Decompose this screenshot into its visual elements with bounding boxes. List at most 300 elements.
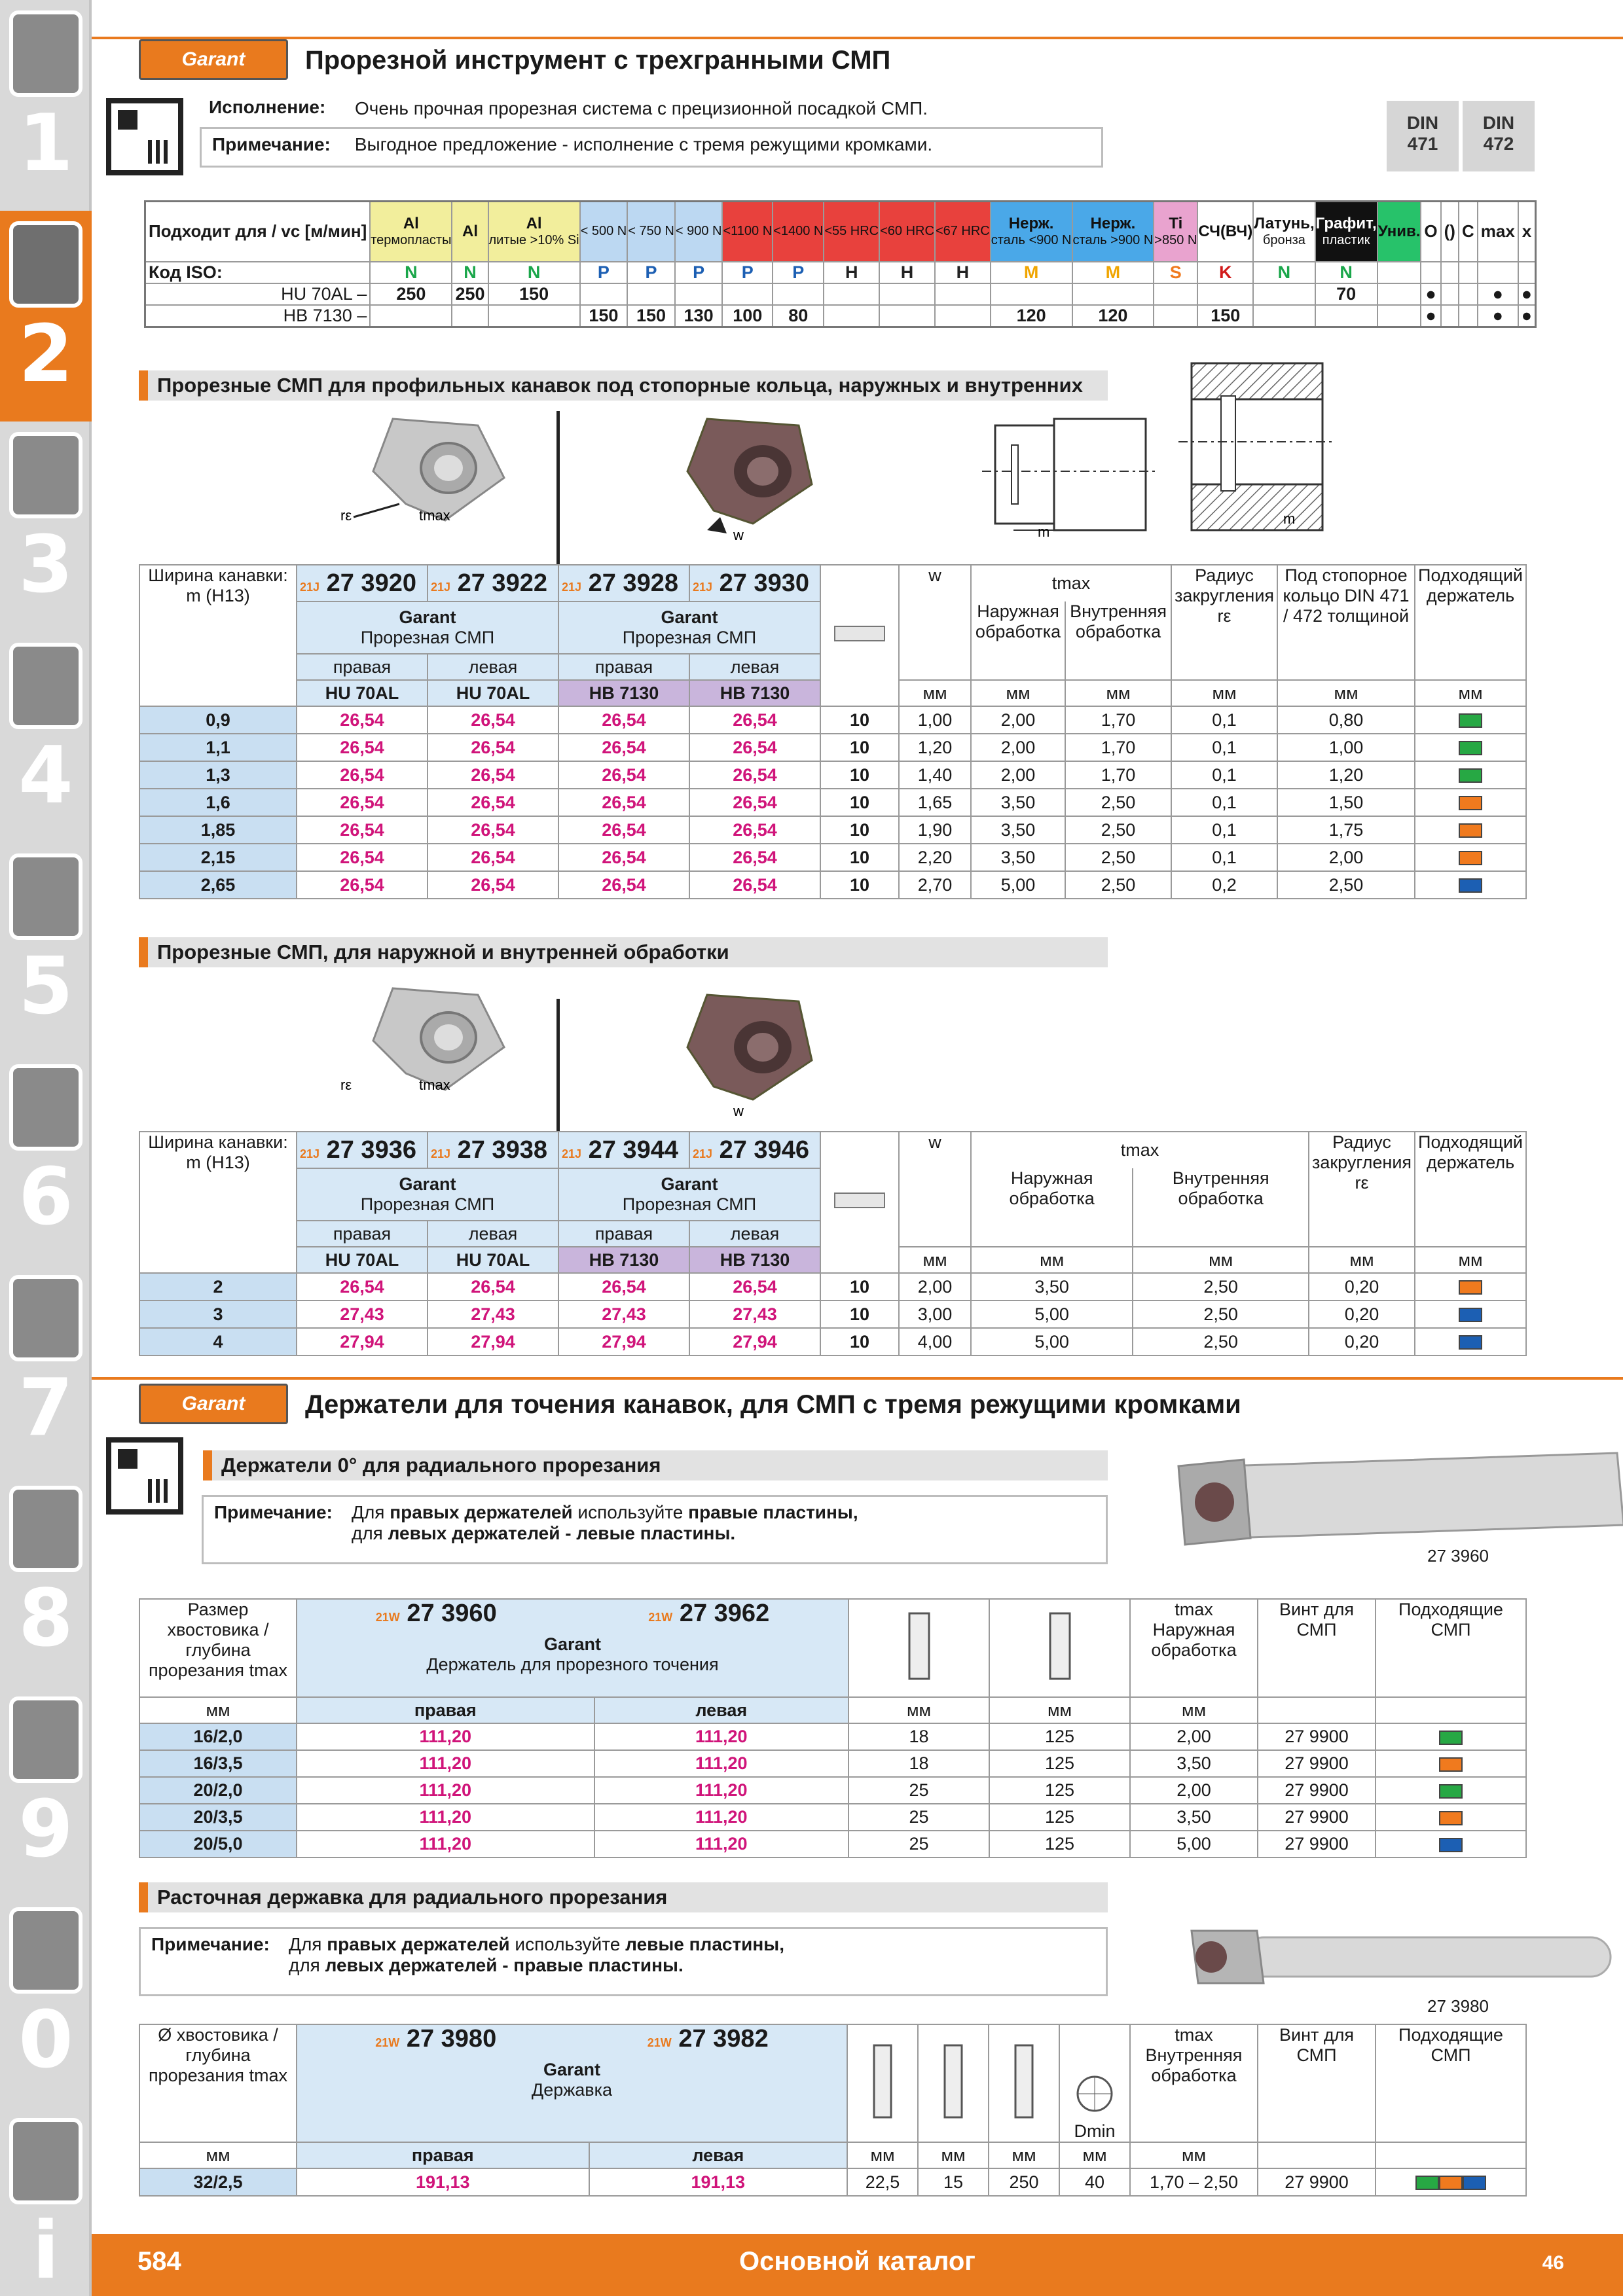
iso-label: Код ISO: <box>145 262 371 283</box>
vc-value <box>879 283 935 305</box>
chapter-tab-0[interactable] <box>0 1897 92 2108</box>
table-cell: 0,20 <box>1309 1273 1415 1300</box>
table-cell: 2,50 <box>1277 871 1415 899</box>
chapter-number: 2 <box>18 309 73 400</box>
price-cell[interactable]: 26,54 <box>558 734 689 761</box>
text: 27 3944 <box>588 1136 678 1164</box>
price-cell[interactable]: 26,54 <box>558 871 689 899</box>
din-472-badge <box>1463 101 1535 171</box>
table-cell: мм <box>848 1697 989 1723</box>
price-cell[interactable]: 26,54 <box>558 761 689 789</box>
chapter-tab-1[interactable] <box>0 0 92 211</box>
holder-image <box>1165 1440 1623 1551</box>
material-col <box>675 202 723 262</box>
insert-left-image <box>615 406 851 543</box>
table-cell[interactable]: 111,20 <box>297 1750 594 1777</box>
price-cell[interactable]: 26,54 <box>428 706 558 734</box>
text: 27 3980 <box>406 2025 497 2053</box>
table-row <box>139 1804 1526 1831</box>
text: 27 3946 <box>719 1136 809 1164</box>
price-cell[interactable]: 27,43 <box>558 1300 689 1328</box>
price-cell[interactable]: 26,54 <box>689 844 820 871</box>
table-cell[interactable]: 191,13 <box>297 2168 589 2196</box>
table-row <box>139 871 1526 899</box>
table-cell: 1,90 <box>899 816 971 844</box>
table-cell: 27 9900 <box>1258 1750 1376 1777</box>
table-cell <box>297 601 558 654</box>
vc-value: 70 <box>1315 283 1377 305</box>
vc-value <box>879 305 935 327</box>
price-cell[interactable]: 26,54 <box>689 789 820 816</box>
vc-label: Подходит для / vc [м/мин] <box>145 202 371 262</box>
table-cell: 2,00 <box>971 734 1065 761</box>
cond-icon: O <box>1421 202 1440 262</box>
qr-code-icon[interactable] <box>106 98 183 175</box>
table-cell: 25 <box>848 1777 989 1804</box>
text: правые пластины, <box>688 1502 858 1522</box>
holder-color-swatch <box>1459 796 1482 810</box>
text: 27 3930 <box>719 569 809 597</box>
cond-icon: max <box>1478 202 1518 262</box>
text: Графит, <box>1315 215 1377 233</box>
table-cell[interactable]: 111,20 <box>594 1777 849 1804</box>
table-cell: правая <box>297 1697 594 1723</box>
vc-value <box>1154 283 1197 305</box>
table-cell: 0,1 <box>1171 706 1277 734</box>
table-cell: 2,50 <box>1065 816 1171 844</box>
table-cell <box>1376 1804 1526 1831</box>
holder-color-swatch <box>1415 2176 1439 2190</box>
table-cell: 18 <box>848 1750 989 1777</box>
table-cell <box>1518 262 1536 283</box>
table-cell: правая <box>297 1221 428 1247</box>
garant-logo: Garant <box>139 39 288 80</box>
table-cell: мм <box>847 2142 918 2168</box>
chapter-tab-8[interactable] <box>0 1475 92 1686</box>
table-cell: мм <box>139 2142 297 2168</box>
price-cell[interactable]: 26,54 <box>689 706 820 734</box>
table-cell: Подходящие СМП <box>1376 1599 1526 1697</box>
holder-color-swatch <box>1439 1731 1463 1745</box>
chapter-icon <box>9 10 82 97</box>
table-cell[interactable]: 111,20 <box>297 1804 594 1831</box>
note-box-3 <box>139 1927 1108 1996</box>
price-cell[interactable]: 26,54 <box>297 816 428 844</box>
table-cell <box>918 2024 989 2142</box>
holder-color-swatch <box>1463 2176 1486 2190</box>
price-cell[interactable]: 27,94 <box>689 1328 820 1355</box>
text: Для <box>289 1934 327 1954</box>
text: <60 HRC <box>880 224 934 239</box>
vc-value: 100 <box>722 305 773 327</box>
table-cell: мм <box>1133 1247 1309 1273</box>
chapter-number: 1 <box>18 98 73 189</box>
text: < 900 N <box>675 224 722 239</box>
chapter-sidebar <box>0 0 92 2296</box>
vc-value <box>627 283 675 305</box>
vc-value <box>722 283 773 305</box>
vc-value: 150 <box>627 305 675 327</box>
text: Нерж. <box>1008 215 1054 233</box>
table-cell[interactable]: 111,20 <box>297 1831 594 1857</box>
garant-logo-2: Garant <box>139 1384 288 1424</box>
table-cell <box>1376 2168 1526 2196</box>
text: DIN <box>1482 113 1515 133</box>
price-cell[interactable]: 27,43 <box>428 1300 558 1328</box>
table-row <box>139 565 1526 601</box>
table-row <box>139 1132 1526 1168</box>
table-cell: 18 <box>848 1723 989 1750</box>
table-cell[interactable]: 111,20 <box>297 1777 594 1804</box>
price-cell[interactable]: 26,54 <box>558 816 689 844</box>
price-cell[interactable]: 27,43 <box>689 1300 820 1328</box>
chapter-tab-9[interactable] <box>0 1686 92 1897</box>
table-cell: 1,00 <box>1277 734 1415 761</box>
table-cell: 0,1 <box>1171 761 1277 789</box>
table-cell: 3,50 <box>971 1273 1133 1300</box>
text: 21J <box>693 1147 713 1160</box>
table-cell: 1,1 <box>139 734 297 761</box>
table-cell: 0,1 <box>1171 789 1277 816</box>
order-code <box>297 1132 428 1168</box>
text: 27 3928 <box>588 569 678 597</box>
text: Прорезная СМП <box>360 1194 495 1214</box>
tmax-label: tmax <box>419 507 450 524</box>
table-cell: Размер хвостовика / глубина прорезания tmax <box>139 1599 297 1697</box>
vc-value: 250 <box>370 283 452 305</box>
table-cell <box>989 2024 1059 2142</box>
text: 21J <box>300 1147 320 1160</box>
table-row <box>139 1831 1526 1857</box>
order-code <box>428 1132 558 1168</box>
table-cell: HU 70AL <box>297 680 428 706</box>
price-cell[interactable]: 26,54 <box>297 1273 428 1300</box>
table-row <box>139 761 1526 789</box>
holder-color-swatch <box>1459 1308 1482 1322</box>
text: 27 3936 <box>326 1136 416 1164</box>
table-cell: мм <box>971 1247 1133 1273</box>
table-cell: 10 <box>820 761 899 789</box>
chapter-tab-5[interactable] <box>0 843 92 1054</box>
text: Латунь, <box>1254 215 1315 233</box>
width-header: Ширина канавки: m (H13) <box>139 565 297 706</box>
text: Унив. <box>1377 222 1421 240</box>
table-cell <box>1459 262 1478 283</box>
table-cell <box>1376 1723 1526 1750</box>
chapter-tab-2[interactable] <box>0 211 92 422</box>
table-cell <box>1415 1300 1526 1328</box>
iso-code: N <box>1315 262 1377 283</box>
chapter-tab-6[interactable] <box>0 1054 92 1265</box>
table-cell: правая <box>558 654 689 680</box>
price-cell[interactable]: 26,54 <box>428 734 558 761</box>
table-cell: 0,1 <box>1171 816 1277 844</box>
text: термопласты <box>371 233 452 248</box>
exec-label: Исполнение: <box>209 97 326 117</box>
table-cell: 2,70 <box>899 871 971 899</box>
table-cell: мм <box>971 680 1065 706</box>
chapter-number: 8 <box>18 1573 73 1664</box>
text: СЧ(ВЧ) <box>1198 222 1253 240</box>
insert-table-2 <box>139 1131 1527 1356</box>
material-col <box>991 202 1072 262</box>
table-cell: HB 7130 <box>558 1247 689 1273</box>
vc-value: 150 <box>488 283 580 305</box>
chapter-icon <box>9 643 82 729</box>
iso-code: M <box>1072 262 1154 283</box>
table-cell: 2,00 <box>1130 1723 1258 1750</box>
table-row <box>139 1697 1526 1723</box>
table-cell: Винт для СМП <box>1258 1599 1376 1697</box>
table-cell: 1,20 <box>1277 761 1415 789</box>
table-cell <box>1415 871 1526 899</box>
price-cell[interactable]: 26,54 <box>428 761 558 789</box>
table-row <box>139 1723 1526 1750</box>
price-cell[interactable]: 26,54 <box>428 871 558 899</box>
price-cell[interactable]: 26,54 <box>297 844 428 871</box>
table-cell: 2,50 <box>1133 1328 1309 1355</box>
price-cell[interactable]: 26,54 <box>297 871 428 899</box>
table-cell: 10 <box>820 734 899 761</box>
text: правых держателей <box>327 1934 510 1954</box>
table-cell: 2,50 <box>1065 871 1171 899</box>
table-cell <box>1258 2142 1376 2168</box>
table-cell: мм <box>899 680 971 706</box>
holder-color-swatch <box>1459 851 1482 865</box>
table-cell: мм <box>1171 680 1277 706</box>
text <box>300 2025 844 2053</box>
iso-code: H <box>824 262 879 283</box>
table-cell: мм <box>1415 680 1526 706</box>
table-cell: Ø хвостовика / глубина прорезания tmax <box>139 2024 297 2142</box>
vc-value <box>370 305 452 327</box>
table-cell: HU 70AL <box>297 1247 428 1273</box>
table-cell: 1,70 <box>1065 734 1171 761</box>
table-cell[interactable]: 111,20 <box>594 1804 849 1831</box>
text: Прорезная СМП <box>622 1194 757 1214</box>
table-cell: 16/2,0 <box>139 1723 297 1750</box>
table-cell: 25 <box>848 1831 989 1857</box>
chapter-tab-3[interactable] <box>0 422 92 632</box>
table-cell: левая <box>428 654 558 680</box>
table-cell: левая <box>689 654 820 680</box>
holder-color-swatch <box>1459 1335 1482 1350</box>
chapter-icon <box>9 1064 82 1151</box>
page-main <box>92 0 1623 2296</box>
table-cell: 20/3,5 <box>139 1804 297 1831</box>
text: Державка <box>531 2080 613 2100</box>
chapter-tab-7[interactable] <box>0 1265 92 1475</box>
din-471-badge <box>1387 101 1459 171</box>
vc-value: 150 <box>1197 305 1253 327</box>
holder-table <box>139 1598 1527 1858</box>
table-cell[interactable]: 191,13 <box>589 2168 847 2196</box>
price-cell[interactable]: 27,94 <box>297 1328 428 1355</box>
price-cell[interactable]: 26,54 <box>428 789 558 816</box>
table-cell: мм <box>989 2142 1059 2168</box>
table-cell <box>1415 844 1526 871</box>
table-cell <box>558 1168 820 1221</box>
text: 27 3920 <box>326 569 416 597</box>
table-cell: 27 9900 <box>1258 1831 1376 1857</box>
table-cell: 1,40 <box>899 761 971 789</box>
price-cell[interactable]: 27,94 <box>558 1328 689 1355</box>
price-cell[interactable]: 27,43 <box>297 1300 428 1328</box>
table-cell: 2,65 <box>139 871 297 899</box>
text: 27 3922 <box>457 569 547 597</box>
table-row <box>145 305 1536 327</box>
table-cell <box>1415 789 1526 816</box>
vc-value <box>1197 283 1253 305</box>
price-cell[interactable]: 27,94 <box>428 1328 558 1355</box>
text: <1400 N <box>773 224 824 239</box>
table-row <box>139 1777 1526 1804</box>
table-cell: 0,80 <box>1277 706 1415 734</box>
text <box>375 2025 496 2053</box>
table-cell: мм <box>1415 1247 1526 1273</box>
table-cell[interactable]: 111,20 <box>594 1750 849 1777</box>
table-cell: HU 70AL <box>428 680 558 706</box>
vc-value <box>488 305 580 327</box>
table-cell <box>1376 1831 1526 1857</box>
table-cell: 1,65 <box>899 789 971 816</box>
table-cell[interactable]: 111,20 <box>297 1723 594 1750</box>
iso-code: N <box>488 262 580 283</box>
price-cell[interactable]: 26,54 <box>558 844 689 871</box>
text: 27 3938 <box>457 1136 547 1164</box>
table-cell: 10 <box>820 1328 899 1355</box>
price-cell[interactable]: 26,54 <box>689 816 820 844</box>
text <box>376 1600 497 1628</box>
price-cell[interactable]: 26,54 <box>689 761 820 789</box>
table-row <box>139 2142 1526 2168</box>
table-cell: мм <box>1059 2142 1130 2168</box>
price-cell[interactable]: 26,54 <box>428 816 558 844</box>
table-cell: 2,15 <box>139 844 297 871</box>
table-cell: HU 70AL <box>428 1247 558 1273</box>
price-cell[interactable]: 26,54 <box>689 1273 820 1300</box>
text: Al <box>403 215 419 233</box>
price-cell[interactable]: 26,54 <box>558 706 689 734</box>
table-cell: HB 7130 <box>689 680 820 706</box>
table-cell: 15 <box>918 2168 989 2196</box>
table-cell: мм <box>1065 680 1171 706</box>
price-cell[interactable]: 26,54 <box>428 844 558 871</box>
price-cell[interactable]: 26,54 <box>297 761 428 789</box>
header-rule-2 <box>92 1377 1623 1380</box>
table-cell: 2,50 <box>1133 1273 1309 1300</box>
text: 21W <box>375 2036 400 2049</box>
chapter-tab-4[interactable] <box>0 632 92 843</box>
text: для <box>289 1955 325 1975</box>
table-row <box>139 789 1526 816</box>
chapter-tab-i[interactable] <box>0 2108 92 2296</box>
text: Держатель для прорезного точения <box>426 1655 719 1674</box>
table-cell: 10 <box>820 1273 899 1300</box>
table-cell: HB 7130 <box>558 680 689 706</box>
table-cell: левая <box>689 1221 820 1247</box>
price-cell[interactable]: 26,54 <box>297 706 428 734</box>
price-cell[interactable]: 26,54 <box>428 1273 558 1300</box>
table-row <box>139 844 1526 871</box>
note-label: Примечание: <box>212 134 331 154</box>
table-cell: w <box>899 565 971 680</box>
text: Нерж. <box>1090 215 1136 233</box>
text: < 750 N <box>628 224 674 239</box>
table-cell: мм <box>1309 1247 1415 1273</box>
vc-value <box>824 283 879 305</box>
table-cell[interactable]: 111,20 <box>594 1831 849 1857</box>
material-col <box>627 202 675 262</box>
chapter-icon <box>9 2118 82 2204</box>
chapter-number: 0 <box>18 1995 73 2086</box>
table-row <box>139 1300 1526 1328</box>
vc-value <box>1253 283 1315 305</box>
cond-dot <box>1441 283 1459 305</box>
price-cell[interactable]: 26,54 <box>558 1273 689 1300</box>
order-code <box>297 565 428 601</box>
svg-text:rε: rε <box>340 1077 352 1093</box>
table-cell <box>1059 2024 1130 2142</box>
text <box>647 2025 769 2053</box>
table-cell: Наружная обработка <box>971 1168 1133 1247</box>
table-cell: 3,50 <box>1130 1804 1258 1831</box>
iso-code: P <box>627 262 675 283</box>
table-cell: 2,50 <box>1065 789 1171 816</box>
text: < 500 N <box>580 224 627 239</box>
w-label: w <box>733 527 744 543</box>
chapter-number: 9 <box>18 1784 73 1875</box>
table-row <box>145 202 1536 262</box>
table-cell[interactable]: 111,20 <box>594 1723 849 1750</box>
table-cell: 22,5 <box>847 2168 918 2196</box>
table-cell: 0,1 <box>1171 734 1277 761</box>
chapter-number: i <box>32 2206 60 2296</box>
qr-code-icon-2[interactable] <box>106 1437 183 1515</box>
table-row <box>145 262 1536 283</box>
table-cell <box>1415 734 1526 761</box>
vc-value <box>935 305 991 327</box>
chapter-number: 5 <box>18 941 73 1032</box>
holder-color-swatch <box>1459 741 1482 755</box>
holder-color-swatch <box>1439 1757 1463 1772</box>
price-cell[interactable]: 26,54 <box>689 734 820 761</box>
table-cell: 10 <box>820 706 899 734</box>
table-row <box>139 2168 1526 2196</box>
vc-value: 80 <box>773 305 824 327</box>
text: сталь >900 N <box>1072 233 1154 248</box>
text: Garant <box>543 1634 602 1654</box>
table-cell: мм <box>139 1697 297 1723</box>
text: 21J <box>431 580 451 594</box>
price-cell[interactable]: 26,54 <box>297 734 428 761</box>
table-cell <box>1258 1697 1376 1723</box>
price-cell[interactable]: 26,54 <box>297 789 428 816</box>
table-cell: 125 <box>989 1831 1130 1857</box>
table-cell: 1,75 <box>1277 816 1415 844</box>
grade-name: HU 70AL – <box>145 283 371 305</box>
vc-value <box>1315 305 1377 327</box>
table-cell: tmax <box>971 1132 1309 1168</box>
price-cell[interactable]: 26,54 <box>558 789 689 816</box>
table-cell: 2,00 <box>971 761 1065 789</box>
table-cell: правая <box>297 654 428 680</box>
cond-dot: ● <box>1421 283 1440 305</box>
material-col <box>935 202 991 262</box>
table-cell: левая <box>589 2142 847 2168</box>
iso-code: K <box>1197 262 1253 283</box>
price-cell[interactable]: 26,54 <box>689 871 820 899</box>
